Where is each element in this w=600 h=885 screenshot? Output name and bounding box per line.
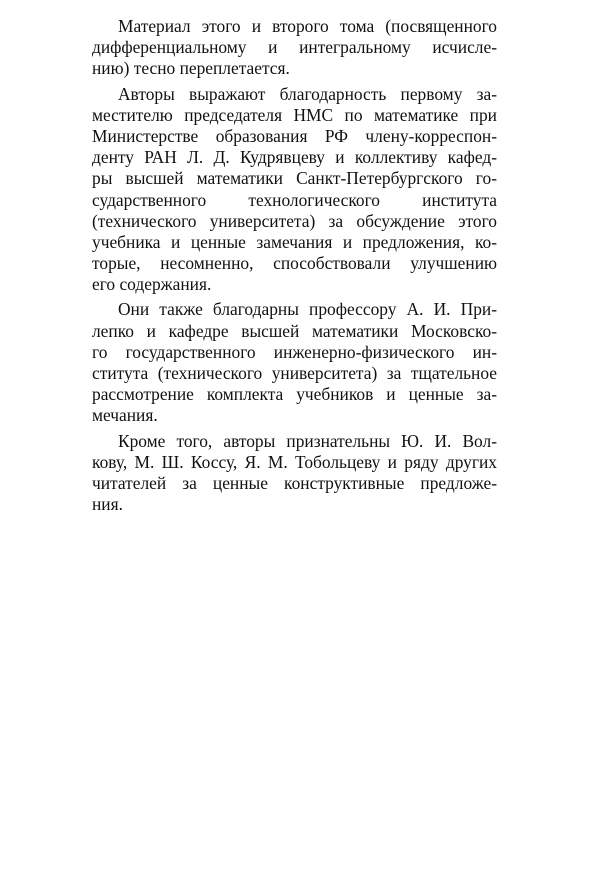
paragraph-acknowledgment-readers (92, 431, 497, 516)
text-line: Они также благодарны профессору А. И. При- (118, 299, 497, 320)
document-page (92, 16, 497, 519)
paragraph-acknowledgment-prilepko (92, 299, 497, 426)
text-line: Авторы выражают благодарность первому за- (118, 83, 497, 104)
text-line: лепко и кафедре высшей математики Московско- (92, 320, 497, 341)
paragraph-volumes (92, 16, 497, 80)
text-line: (технического университета) за обсуждение этого (92, 210, 497, 231)
text-line: Министерстве образования РФ члену-корреспон- (92, 125, 497, 146)
text-line: мечания. (92, 405, 158, 426)
text-line: Материал этого и второго тома (посвященного (118, 16, 497, 36)
text-line: ры высшей математики Санкт-Петербургского го- (92, 168, 497, 189)
text-line: его содержания. (92, 274, 212, 295)
text-line: торые, несомненно, способствовали улучшению (92, 253, 497, 274)
text-line: ститута (технического университета) за тщательное (92, 363, 497, 383)
text-line: Кроме того, авторы признательны Ю. И. Вол- (118, 430, 497, 451)
text-line: нию) тесно переплетается. (92, 58, 290, 79)
text-line: учебника и ценные замечания и предложения, ко- (92, 231, 497, 252)
paragraph-acknowledgment-nms (92, 84, 497, 296)
text-line: ния. (92, 494, 123, 515)
text-line: местителю председателя НМС по математике при (92, 104, 497, 125)
text-line: денту РАН Л. Д. Кудрявцеву и коллективу кафед- (92, 147, 497, 168)
text-line: дифференциальному и интегральному исчисле- (92, 37, 497, 58)
text-line: го государственного инженерно-физического ин- (92, 341, 497, 362)
text-line: кову, М. Ш. Коссу, Я. М. Тобольцеву и ряду других (92, 451, 497, 472)
text-line: сударственного технологического института (92, 189, 497, 210)
text-line: читателей за ценные конструктивные предложе- (92, 472, 497, 493)
text-line: рассмотрение комплекта учебников и ценные за- (92, 384, 497, 405)
